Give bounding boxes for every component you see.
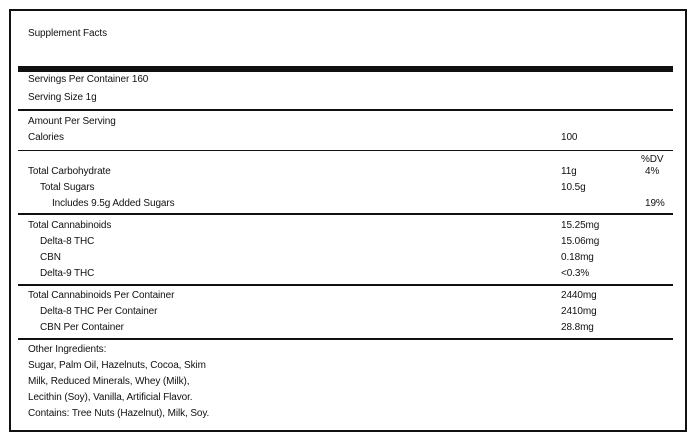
per-container-amount: 28.8mg (561, 322, 594, 333)
per-container-label: Total Cannabinoids Per Container (28, 290, 175, 301)
per-container-amount: 2440mg (561, 290, 597, 301)
nutrient-label: Includes 9.5g Added Sugars (52, 198, 175, 209)
nutrient-label: Total Carbohydrate (28, 166, 111, 177)
cannabinoid-amount: <0.3% (561, 268, 590, 279)
thick-divider (18, 66, 673, 72)
section-divider (18, 213, 673, 215)
section-divider (18, 109, 673, 111)
nutrient-dv: 4% (645, 166, 660, 177)
nutrient-label: Total Sugars (40, 182, 95, 193)
cannabinoid-label: CBN (40, 252, 61, 263)
servings-per-container: Servings Per Container 160 (28, 74, 149, 85)
cannabinoid-label: Delta-9 THC (40, 268, 95, 279)
dv-header: %DV (641, 154, 664, 165)
calories-label: Calories (28, 132, 64, 143)
section-divider (18, 338, 673, 340)
panel-title: Supplement Facts (28, 28, 107, 39)
per-container-amount: 2410mg (561, 306, 597, 317)
section-divider (18, 284, 673, 286)
cannabinoid-label: Delta-8 THC (40, 236, 95, 247)
allergen-statement: Contains: Tree Nuts (Hazelnut), Milk, Soy. (28, 408, 210, 419)
per-container-label: CBN Per Container (40, 322, 124, 333)
cannabinoid-amount: 15.06mg (561, 236, 600, 247)
other-ingredients-heading: Other Ingredients: (28, 344, 107, 355)
ingredients-line: Milk, Reduced Minerals, Whey (Milk), (28, 376, 190, 387)
calories-value: 100 (561, 132, 578, 143)
thin-divider (18, 150, 673, 151)
amount-per-serving: Amount Per Serving (28, 116, 116, 127)
ingredients-line: Lecithin (Soy), Vanilla, Artificial Flavor. (28, 392, 193, 403)
cannabinoid-amount: 15.25mg (561, 220, 600, 231)
cannabinoid-amount: 0.18mg (561, 252, 594, 263)
nutrient-dv: 19% (645, 198, 665, 209)
ingredients-line: Sugar, Palm Oil, Hazelnuts, Cocoa, Skim (28, 360, 206, 371)
serving-size: Serving Size 1g (28, 92, 97, 103)
cannabinoid-label: Total Cannabinoids (28, 220, 112, 231)
nutrient-amount: 10.5g (561, 182, 586, 193)
per-container-label: Delta-8 THC Per Container (40, 306, 158, 317)
nutrient-amount: 11g (561, 166, 577, 177)
